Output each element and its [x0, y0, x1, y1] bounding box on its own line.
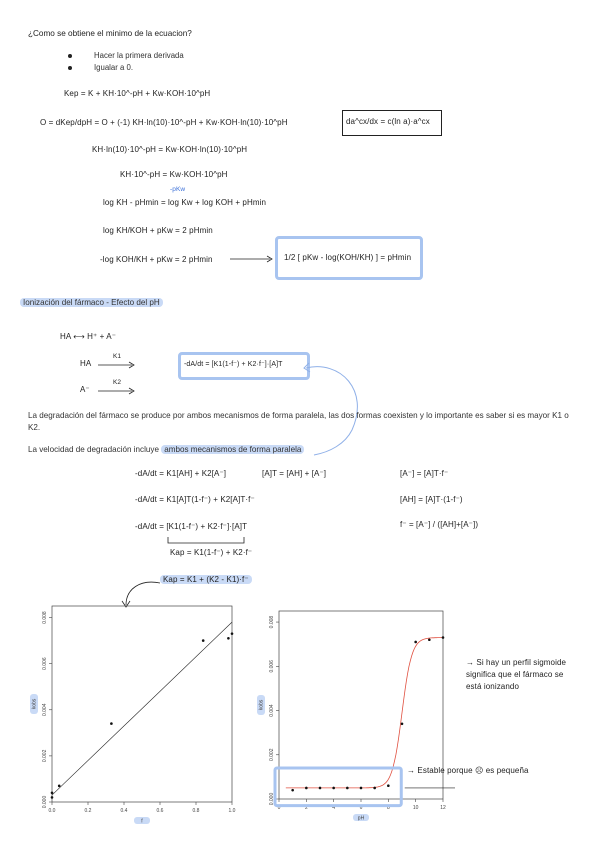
pkw-annotation: -pKw	[170, 186, 186, 193]
arrow-right-icon	[98, 361, 136, 369]
section-title: Ionización del fármaco - Efecto del pH	[20, 298, 163, 307]
rate-equation: -dA/dt = [K1(1-f⁻) + K2·f⁻]·[A]T	[184, 361, 283, 368]
x-axis-label: f	[141, 818, 143, 825]
arrow-right-icon	[230, 254, 274, 264]
data-point	[401, 723, 404, 726]
x-tick-label: 1.0	[228, 808, 236, 814]
y-tick-label: 0.004	[42, 703, 48, 717]
y-tick-label: 0.008	[42, 611, 48, 624]
sigmoid-note	[466, 657, 576, 693]
result-formula: 1/2 [ pKw - log(KOH/KH) ] = pHmin	[284, 253, 412, 262]
x-tick-label: 0.8	[192, 808, 200, 814]
data-point	[231, 632, 234, 635]
side-note: da^cx/dx = c(ln a)·a^cx	[346, 117, 430, 126]
equilibrium: HA ⟷ H⁺ + A⁻	[60, 332, 117, 341]
derivation-line: log KH/KOH + pKw = 2 pHmin	[103, 226, 213, 235]
y-axis-label: kobs	[258, 699, 265, 711]
step-label: Hacer la primera derivada	[94, 51, 184, 60]
rate-line: f⁻ = [A⁻] / ([AH]+[A⁻])	[400, 520, 479, 529]
step-item	[68, 63, 133, 72]
data-point	[58, 785, 61, 788]
paragraph: La degradación del fármaco se produce por ambos mecanismos de forma paralela, las dos formas coexisten y lo importante es saber si es mayor K1 o K2.	[28, 411, 569, 432]
y-tick-label: 0.000	[42, 795, 48, 809]
data-point	[110, 722, 113, 725]
y-tick-label: 0.006	[42, 657, 48, 670]
data-point	[51, 796, 54, 799]
data-point	[360, 787, 363, 790]
chart-kobs-vs-ph	[255, 605, 455, 823]
derivation-line: KH·10^-pH = Kw·KOH·10^pH	[120, 170, 228, 179]
bullet-icon	[68, 66, 72, 70]
rate-line: [A]T = [AH] + [A⁻]	[262, 469, 327, 478]
derivation-line: Kep = K + KH·10^-pH + Kw·KOH·10^pH	[64, 89, 211, 98]
paragraph	[28, 445, 304, 454]
x-tick-label: 8	[386, 805, 390, 811]
question-heading: ¿Como se obtiene el minimo de la ecuacion?	[28, 29, 192, 38]
chart-kobs-vs-f	[28, 598, 238, 826]
step-label: Igualar a 0.	[94, 63, 134, 72]
y-tick-label: 0.002	[269, 748, 275, 762]
data-point	[319, 787, 322, 790]
x-tick-label: 2	[304, 805, 308, 811]
rate-line: -dA/dt = K1[AH] + K2[A⁻]	[135, 469, 227, 478]
x-tick-label: 0.4	[120, 808, 128, 814]
kap-highlight: Kap = K1 + (K2 - K1)·f⁻	[160, 575, 252, 584]
x-tick-label: 12	[440, 805, 446, 811]
paragraph-text: La velocidad de degradación incluye	[28, 445, 162, 454]
k2-label: K2	[113, 379, 122, 386]
stable-note: → Estable porque ☹ es pequeña	[407, 766, 529, 775]
data-point	[414, 641, 417, 644]
x-tick-label: 0	[277, 805, 281, 811]
data-point	[291, 789, 294, 792]
rate-line: [AH] = [A]T·(1-f⁻)	[400, 495, 463, 504]
x-tick-label: 10	[412, 805, 419, 811]
derivation-line: O = dKep/dpH = O + (-1) KH·ln(10)·10^-pH + Kw·KOH·ln(10)·10^pH	[40, 118, 288, 127]
sigmoid-note-text: → Si hay un perfil sigmoide significa que el fármaco se está ionizando	[466, 658, 567, 691]
x-tick-label: 0.0	[48, 808, 56, 814]
y-tick-label: 0.002	[42, 749, 48, 763]
derivation-line: -log KOH/KH + pKw = 2 pHmin	[100, 255, 213, 264]
y-tick-label: 0.000	[269, 792, 275, 806]
plot-frame	[52, 606, 232, 802]
rate-line: -dA/dt = [K1(1-f⁻) + K2·f⁻]·[A]T	[135, 522, 248, 531]
y-axis-label: kobs	[31, 698, 38, 710]
data-point	[332, 787, 335, 790]
arrow-right-icon	[98, 387, 136, 395]
y-tick-label: 0.006	[269, 660, 275, 673]
k1-label: K1	[113, 353, 122, 360]
step-item	[68, 51, 184, 60]
derivation-line: log KH - pHmin = log Kw + log KOH + pHmin	[103, 198, 267, 207]
data-point	[51, 791, 54, 794]
underbrace-icon	[166, 535, 248, 547]
derivation-line: KH·ln(10)·10^-pH = Kw·KOH·ln(10)·10^pH	[92, 145, 248, 154]
x-tick-label: 4	[332, 805, 336, 811]
data-point	[373, 787, 376, 790]
fit-line	[52, 622, 232, 795]
x-axis-label: pH	[357, 815, 365, 822]
data-point	[346, 787, 349, 790]
kap-line: Kap = K1(1-f⁻) + K2·f⁻	[170, 548, 253, 557]
x-tick-label: 0.6	[156, 808, 164, 814]
data-point	[428, 638, 431, 641]
a-label: A⁻	[80, 385, 90, 394]
stable-region-box	[275, 768, 401, 806]
y-tick-label: 0.004	[269, 704, 275, 717]
x-tick-label: 6	[359, 805, 363, 811]
paragraph-highlight: ambos mecanismos de forma paralela	[161, 445, 304, 454]
data-point	[202, 639, 205, 642]
ha-label: HA	[80, 359, 92, 368]
data-point	[305, 787, 308, 790]
rate-line: [A⁻] = [A]T·f⁻	[400, 469, 449, 478]
data-point	[387, 784, 390, 787]
rate-line: -dA/dt = K1[A]T(1-f⁻) + K2[A]T·f⁻	[135, 495, 255, 504]
bullet-icon	[68, 54, 72, 58]
data-point	[227, 637, 230, 640]
y-tick-label: 0.008	[269, 615, 275, 629]
data-point	[442, 636, 445, 639]
x-tick-label: 0.2	[84, 808, 92, 814]
